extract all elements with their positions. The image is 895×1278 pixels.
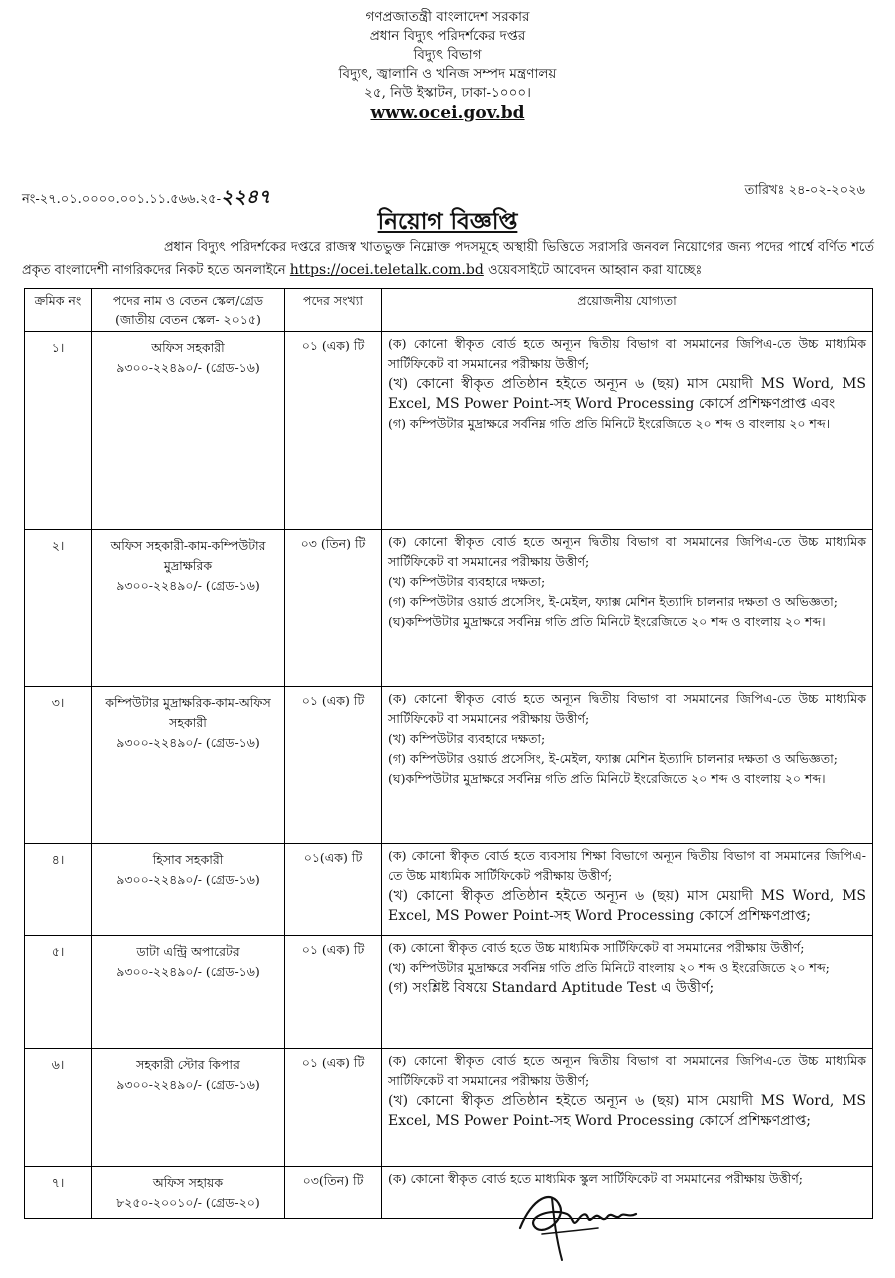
qualification-item: (খ) কোনো স্বীকৃত প্রতিষ্ঠান হইতে অন্যূন ৬ (ছয়) মাস মেয়াদী MS Word, MS Excel, MS Power Point-সহ Word Processing কোর্সে প্রশিক্ষণপ্রাপ্ত এবং bbox=[388, 376, 866, 412]
header-line-ministry: বিদ্যুৎ, জ্বালানি ও খনিজ সম্পদ মন্ত্রণালয় bbox=[338, 66, 557, 82]
table-row bbox=[25, 687, 873, 844]
post-name: কম্পিউটার মুদ্রাক্ষরিক-কাম-অফিস সহকারী bbox=[105, 695, 271, 730]
row-serial: ১। bbox=[25, 332, 92, 530]
row-post bbox=[92, 332, 285, 530]
post-name: ডাটা এন্ট্রি অপারেটর bbox=[136, 944, 240, 959]
row-count: ০১ (এক) টি bbox=[285, 332, 382, 530]
post-name: সহকারী স্টোর কিপার bbox=[136, 1057, 240, 1072]
row-serial: ২। bbox=[25, 530, 92, 687]
header-line-office: প্রধান বিদ্যুৎ পরিদর্শকের দপ্তর bbox=[369, 28, 526, 44]
memo-number-handwritten: ২২৪৭ bbox=[220, 186, 271, 208]
row-post bbox=[92, 687, 285, 844]
row-count: ০৩ (তিন) টি bbox=[285, 530, 382, 687]
table-row bbox=[25, 332, 873, 530]
qualification-item: (খ) কম্পিউটার মুদ্রাক্ষরে সর্বনিম্ন গতি প্রতি মিনিটে বাংলায় ২০ শব্দ ও ইংরেজিতে ২০ শব্দ; bbox=[388, 960, 830, 975]
qualification-item: (ক) কোনো স্বীকৃত বোর্ড হতে অন্যূন দ্বিতীয় বিভাগ বা সমমানের জিপিএ-তে উচ্চ মাধ্যমিক সার্টিফিকেট বা সমমানের পরীক্ষায় উত্তীর্ণ; bbox=[388, 534, 866, 569]
pay-scale: ৯৩০০-২২৪৯০/- (গ্রেড-১৬) bbox=[116, 360, 260, 375]
intro-text-1: প্রধান বিদ্যুৎ পরিদর্শকের দপ্তরে রাজস্ব খাতভুক্ত নিম্নোক্ত পদসমূহে অস্থায়ী ভিত্তিতে সরাসরি জনবল নিয়োগের জন্য পদের পার্শ্বে বর্ণিত শর্তে প্রকৃত বাংলাদেশী নাগরিকদের নিকট হতে অনলাইনে bbox=[22, 240, 874, 278]
qualification-item: (গ) কম্পিউটার ওয়ার্ড প্রসেসিং, ই-মেইল, ফ্যাক্স মেশিন ইত্যাদি চালনার দক্ষতা ও অভিজ্ঞতা; bbox=[388, 751, 838, 766]
row-qualification bbox=[382, 332, 873, 530]
row-qualification bbox=[382, 687, 873, 844]
table-header-row bbox=[25, 289, 873, 332]
qualification-item: (খ) কোনো স্বীকৃত প্রতিষ্ঠান হইতে অন্যূন ৬ (ছয়) মাস মেয়াদী MS Word, MS Excel, MS Power Point-সহ Word Processing কোর্সে প্রশিক্ষণপ্রাপ্ত; bbox=[388, 1093, 866, 1129]
row-post bbox=[92, 530, 285, 687]
qualification-item: (ক) কোনো স্বীকৃত বোর্ড হতে ব্যবসায় শিক্ষা বিভাগে অন্যূন দ্বিতীয় বিভাগ বা সমমানের জিপিএ-তে উচ্চ মাধ্যমিক সার্টিফিকেট পরীক্ষায় উত্তীর্ণ; bbox=[388, 848, 866, 883]
col-serial: ক্রমিক নং bbox=[25, 289, 92, 332]
row-qualification bbox=[382, 530, 873, 687]
row-serial: ৩। bbox=[25, 687, 92, 844]
post-name: অফিস সহকারী-কাম-কম্পিউটার মুদ্রাক্ষরিক bbox=[110, 538, 266, 573]
pay-scale: ৮২৫০-২০০১০/- (গ্রেড-২০) bbox=[116, 1195, 260, 1210]
qualification-item: (ক) কোনো স্বীকৃত বোর্ড হতে অন্যূন দ্বিতীয় বিভাগ বা সমমানের জিপিএ-তে উচ্চ মাধ্যমিক সার্টিফিকেট বা সমমানের পরীক্ষায় উত্তীর্ণ; bbox=[388, 691, 866, 726]
qualification-item: (ক) কোনো স্বীকৃত বোর্ড হতে মাধ্যমিক স্কুল সার্টিফিকেট বা সমমানের পরীক্ষায় উত্তীর্ণ; bbox=[388, 1171, 804, 1186]
table-row bbox=[25, 530, 873, 687]
row-count: ০১ (এক) টি bbox=[285, 936, 382, 1049]
col-count: পদের সংখ্যা bbox=[285, 289, 382, 332]
vacancy-table bbox=[24, 288, 873, 1219]
row-post bbox=[92, 844, 285, 936]
table-row bbox=[25, 936, 873, 1049]
qualification-item: (ঘ)কম্পিউটার মুদ্রাক্ষরে সর্বনিম্ন গতি প্রতি মিনিটে ইংরেজিতে ২০ শব্দ ও বাংলায় ২০ শব্দ। bbox=[388, 771, 826, 786]
row-qualification bbox=[382, 844, 873, 936]
pay-scale: ৯৩০০-২২৪৯০/- (গ্রেড-১৬) bbox=[116, 872, 260, 887]
qualification-item: (গ) কম্পিউটার মুদ্রাক্ষরে সর্বনিম্ন গতি প্রতি মিনিটে ইংরেজিতে ২০ শব্দ ও বাংলায় ২০ শব্দ। bbox=[388, 416, 831, 431]
row-serial: ৬। bbox=[25, 1049, 92, 1167]
qualification-item: (গ) কম্পিউটার ওয়ার্ড প্রসেসিং, ই-মেইল, ফ্যাক্স মেশিন ইত্যাদি চালনার দক্ষতা ও অভিজ্ঞতা; bbox=[388, 594, 838, 609]
signature-image bbox=[512, 1168, 652, 1268]
col-qualification: প্রয়োজনীয় যোগ্যতা bbox=[382, 289, 873, 332]
row-post bbox=[92, 1167, 285, 1219]
issue-date: তারিখঃ ২৪-০২-২০২৬ bbox=[744, 183, 865, 198]
application-url-link[interactable]: https://ocei.teletalk.com.bd bbox=[289, 262, 484, 278]
qualification-item: (ক) কোনো স্বীকৃত বোর্ড হতে অন্যূন দ্বিতীয় বিভাগ বা সমমানের জিপিএ-তে উচ্চ মাধ্যমিক সার্টিফিকেট বা সমমানের পরীক্ষায় উত্তীর্ণ; bbox=[388, 336, 866, 371]
pay-scale: ৯৩০০-২২৪৯০/- (গ্রেড-১৬) bbox=[116, 1077, 260, 1092]
post-name: অফিস সহকারী bbox=[151, 340, 225, 355]
intro-paragraph bbox=[22, 237, 874, 282]
col-post: পদের নাম ও বেতন স্কেল/গ্রেড (জাতীয় বেতন স্কেল- ২০১৫) bbox=[92, 289, 285, 332]
row-count: ০১ (এক) টি bbox=[285, 1049, 382, 1167]
header-line-division: বিদ্যুৎ বিভাগ bbox=[413, 47, 482, 63]
row-serial: ৫। bbox=[25, 936, 92, 1049]
pay-scale: ৯৩০০-২২৪৯০/- (গ্রেড-১৬) bbox=[116, 578, 260, 593]
post-name: অফিস সহায়ক bbox=[152, 1175, 224, 1190]
qualification-item: (ক) কোনো স্বীকৃত বোর্ড হতে অন্যূন দ্বিতীয় বিভাগ বা সমমানের জিপিএ-তে উচ্চ মাধ্যমিক সার্টিফিকেট বা সমমানের পরীক্ষায় উত্তীর্ণ; bbox=[388, 1053, 866, 1088]
header-line-address: ২৫, নিউ ইস্কাটন, ঢাকা-১০০০। bbox=[364, 85, 531, 101]
header-line-govt: গণপ্রজাতন্ত্রী বাংলাদেশ সরকার bbox=[365, 9, 530, 25]
page-title-text: নিয়োগ বিজ্ঞপ্তি bbox=[377, 208, 518, 235]
table-row bbox=[25, 844, 873, 936]
row-count: ০১ (এক) টি bbox=[285, 687, 382, 844]
row-post bbox=[92, 936, 285, 1049]
row-qualification bbox=[382, 936, 873, 1049]
row-qualification bbox=[382, 1049, 873, 1167]
row-serial: ৪। bbox=[25, 844, 92, 936]
qualification-item: (গ) সংশ্লিষ্ট বিষয়ে Standard Aptitude Test এ উত্তীর্ণ; bbox=[388, 980, 715, 996]
qualification-item: (খ) কম্পিউটার ব্যবহারে দক্ষতা; bbox=[388, 574, 546, 589]
qualification-item: (খ) কোনো স্বীকৃত প্রতিষ্ঠান হইতে অন্যূন ৬ (ছয়) মাস মেয়াদী MS Word, MS Excel, MS Power Point-সহ Word Processing কোর্সে প্রশিক্ষণপ্রাপ্ত; bbox=[388, 888, 866, 924]
pay-scale: ৯৩০০-২২৪৯০/- (গ্রেড-১৬) bbox=[116, 735, 260, 750]
row-serial: ৭। bbox=[25, 1167, 92, 1219]
table-row bbox=[25, 1049, 873, 1167]
memo-number-printed: নং-২৭.০১.০০০০.০০১.১১.৫৬৬.২৫- bbox=[22, 192, 221, 207]
website-link[interactable]: www.ocei.gov.bd bbox=[370, 103, 525, 123]
qualification-item: (ঘ)কম্পিউটার মুদ্রাক্ষরে সর্বনিম্ন গতি প্রতি মিনিটে ইংরেজিতে ২০ শব্দ ও বাংলায় ২০ শব্দ। bbox=[388, 614, 826, 629]
pay-scale: ৯৩০০-২২৪৯০/- (গ্রেড-১৬) bbox=[116, 964, 260, 979]
post-name: হিসাব সহকারী bbox=[152, 852, 224, 867]
table-row bbox=[25, 1167, 873, 1219]
row-count: ০১(এক) টি bbox=[285, 844, 382, 936]
row-post bbox=[92, 1049, 285, 1167]
row-count: ০৩(তিন) টি bbox=[285, 1167, 382, 1219]
intro-text-2: ওয়েবসাইটে আবেদন আহ্বান করা যাচ্ছেঃ bbox=[483, 263, 703, 278]
qualification-item: (খ) কম্পিউটার ব্যবহারে দক্ষতা; bbox=[388, 731, 546, 746]
office-header bbox=[0, 8, 895, 123]
qualification-item: (ক) কোনো স্বীকৃত বোর্ড হতে উচ্চ মাধ্যমিক সার্টিফিকেট বা সমমানের পরীক্ষায় উত্তীর্ণ; bbox=[388, 940, 805, 955]
